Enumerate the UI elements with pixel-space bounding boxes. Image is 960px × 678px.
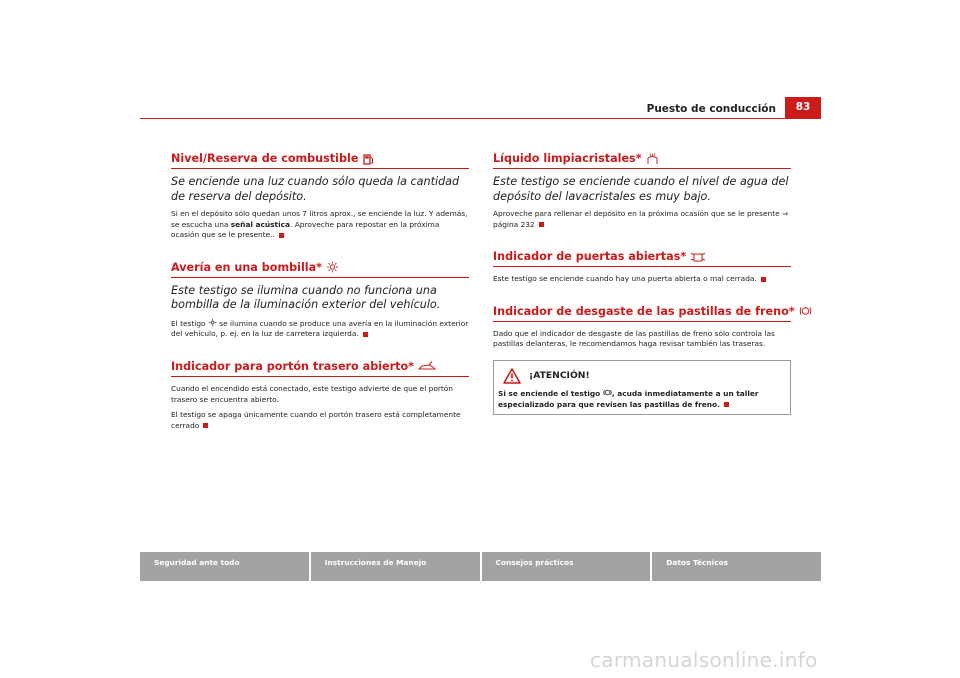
section-tailgate-body1: Cuando el encendido está conectado, este testigo advierte de que el portón trasero se encuentra abierto.	[171, 383, 453, 404]
section-washer-lead: Este testigo se enciende cuando el nivel de agua del depósito del lavacristales es muy bajo.	[493, 175, 789, 203]
bulb-icon	[326, 261, 339, 273]
open-tailgate-icon	[418, 360, 436, 372]
section-bulb-body: El testigo se ilumina cuando se produce una avería en la iluminación exterior del vehículo, p. ej. en la luz de carretera izquierda.	[171, 318, 469, 339]
section-bulb-title: Avería en una bombilla*	[171, 261, 469, 278]
section-tailgate-body2: El testigo se apaga únicamente cuando el portón trasero está completamente cerrado	[171, 410, 461, 430]
section-bulb-lead: Este testigo se ilumina cuando no funciona una bombilla de la iluminación exterior del vehículo.	[171, 283, 441, 312]
section-fuel-body: Si en el depósito sólo quedan unos 7 litros aprox., se enciende la luz. Y además, se escucha una señal acústica. Aproveche para repostar en la próxima ocasión que se le presente..	[171, 209, 468, 240]
warning-text: Si se enciende el testigo , acuda inmediatamente a un taller especializado para que revisen las pastillas de freno.	[498, 388, 759, 409]
end-mark-icon	[539, 222, 544, 227]
section-doors-title: Indicador de puertas abiertas*	[493, 250, 791, 267]
end-mark-icon	[279, 233, 284, 238]
section-fuel-lead: Se enciende una luz cuando sólo queda la cantidad de reserva del depósito.	[171, 175, 460, 203]
page-number: 83	[785, 97, 821, 118]
brake-pad-inline-icon	[603, 388, 612, 397]
section-tailgate-title: Indicador para portón trasero abierto*	[171, 360, 469, 377]
open-doors-icon	[690, 251, 706, 263]
bulb-inline-icon	[208, 318, 217, 327]
footer-tab-datos[interactable]: Datos Técnicos	[666, 558, 729, 567]
header-rule	[140, 118, 821, 119]
left-column	[171, 152, 469, 431]
section-brake-body: Dado que el indicador de desgaste de las pastillas de freno sólo controla las pastillas delanteras, le recomendamos haga revisar también las traseras.	[493, 328, 775, 349]
warning-title: ¡ATENCIÓN!	[529, 370, 590, 382]
footer-tab-seguridad[interactable]: Seguridad ante todo	[140, 552, 311, 581]
section-washer-title: Líquido limpiacristales*	[493, 152, 791, 169]
section-brake-title: Indicador de desgaste de las pastillas de freno*	[493, 305, 791, 322]
section-washer-body: Aproveche para rellenar el depósito en la próxima ocasión que se le presente ⇒ página 232	[493, 209, 789, 229]
right-column	[493, 152, 795, 415]
footer-tab-instrucciones[interactable]: Instrucciones de Manejo	[311, 552, 482, 581]
warning-box	[493, 360, 791, 415]
page-header-title: Puesto de conducción	[646, 103, 776, 115]
watermark: carmanualsonline.info	[590, 648, 818, 672]
end-mark-icon	[724, 402, 729, 407]
warning-triangle-icon	[503, 368, 521, 384]
washer-fluid-icon	[646, 153, 659, 165]
section-fuel-title: Nivel/Reserva de combustible	[171, 152, 469, 169]
end-mark-icon	[203, 423, 208, 428]
fuel-pump-icon	[362, 153, 375, 165]
footer-tab-consejos[interactable]: Consejos prácticos	[482, 552, 653, 581]
footer-nav	[140, 552, 821, 581]
brake-pad-icon	[799, 305, 812, 317]
section-doors-body: Este testigo se enciende cuando hay una puerta abierta o mal cerrada.	[493, 274, 791, 285]
end-mark-icon	[363, 332, 368, 337]
end-mark-icon	[761, 277, 766, 282]
